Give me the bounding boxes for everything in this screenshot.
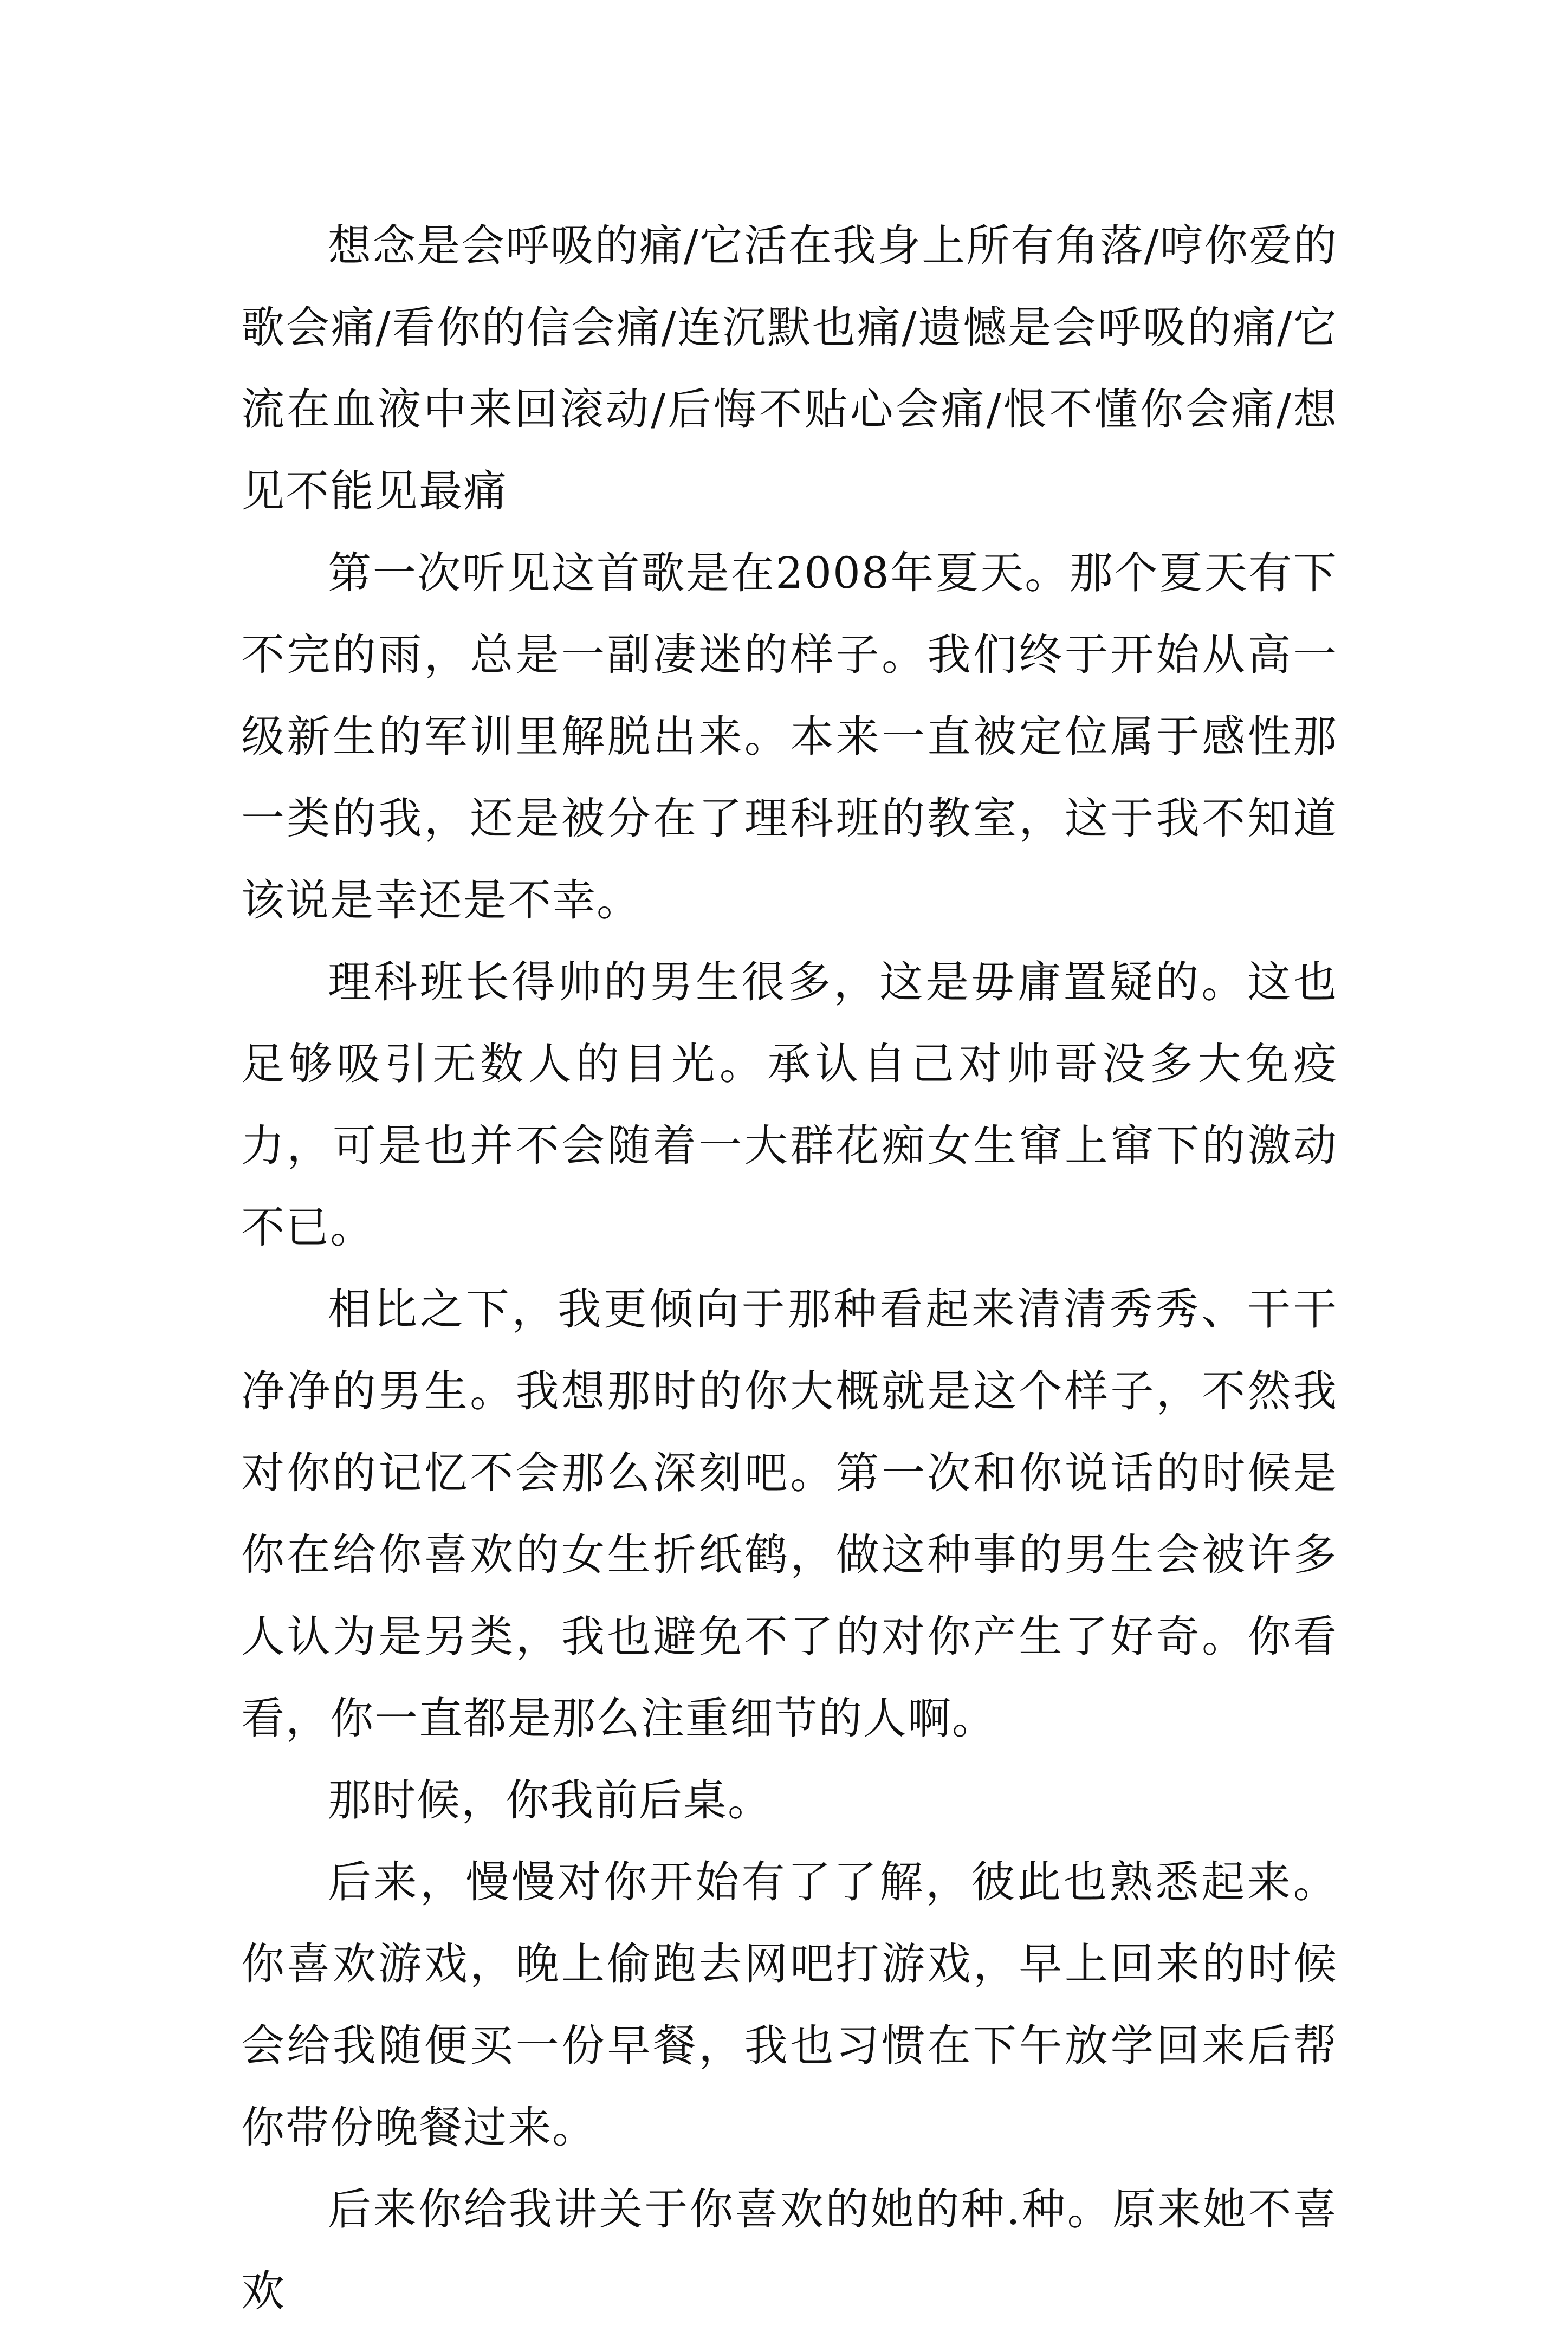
paragraph-desk-mates: 那时候，你我前后桌。 [328, 1775, 772, 1825]
paragraph-getting-familiar: 后来，慢慢对你开始有了了解，彼此也熟悉起来。你喜欢游戏，晚上偷跑去网吧打游戏，早上回来的时候会给我随便买一份早餐，我也习惯在下午放学回来后帮你带份晚餐过来。 [241, 1857, 1338, 2153]
paragraph-first-heard: 第一次听见这首歌是在2008年夏天。那个夏天有下不完的雨，总是一副凄迷的样子。我们终于开始从高一级新生的军训里解脱出来。本来一直被定位属于感性那一类的我，还是被分在了理科班的教室，这于我不知道该说是幸还是不幸。 [241, 548, 1338, 925]
paragraph-lyrics: 想念是会呼吸的痛/它活在我身上所有角落/哼你爱的歌会痛/看你的信会痛/连沉默也痛/遗憾是会呼吸的痛/它流在血液中来回滚动/后悔不贴心会痛/恨不懂你会痛/想见不能见最痛 [241, 221, 1338, 516]
paragraph-preference: 相比之下，我更倾向于那种看起来清清秀秀、干干净净的男生。我想那时的你大概就是这个样子，不然我对你的记忆不会那么深刻吧。第一次和你说话的时候是你在给你喜欢的女生折纸鹤，做这种事的男生会被许多人认为是另类，我也避免不了的对你产生了好奇。你看看，你一直都是那么注重细节的人啊。 [241, 1284, 1338, 1744]
paragraph-her-story: 后来你给我讲关于你喜欢的她的种.种。原来她不喜欢 [241, 2184, 1338, 2316]
article-body [241, 205, 1338, 2332]
paragraph-science-class: 理科班长得帅的男生很多，这是毋庸置疑的。这也足够吸引无数人的目光。承认自己对帅哥没多大免疫力，可是也并不会随着一大群花痴女生窜上窜下的激动不已。 [241, 957, 1338, 1253]
